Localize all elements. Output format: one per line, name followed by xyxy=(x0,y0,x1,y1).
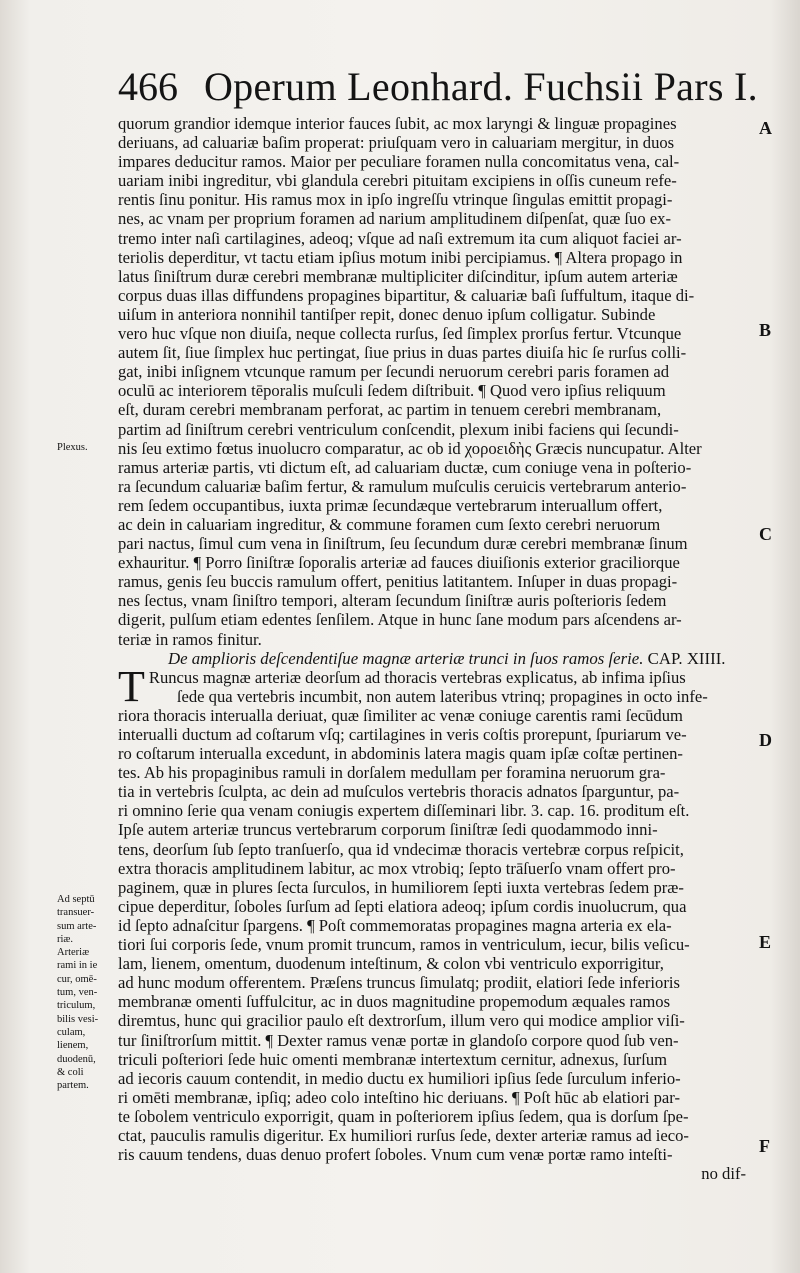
text-line: ramus, genis ſeu buccis ramulum offert, penitius latitantem. Inſuper in duas propagi- xyxy=(118,572,678,592)
text-line: tens, deorſum ſub ſepto tranſuerſo, qua id vndecimæ thoracis vertebræ corpus reſpicit, xyxy=(118,839,684,859)
margin-note-line: bilis vesi- xyxy=(57,1013,99,1025)
text-line: oculū ac interiorem tēporalis muſculi ſedem diſtribuit. ¶ Quod vero ipſius reliquum xyxy=(118,381,666,401)
text-line: nes, ac vnam per proprium foramen ad narium amplitudinem diſpenſat, quæ ſuo ex- xyxy=(118,209,671,229)
chapter-label: CAP. XIIII. xyxy=(647,648,726,668)
margin-note-septum xyxy=(57,893,117,1092)
text-line: id ſepto adnaſcitur ſpargens. ¶ Poſt commemoratas propagines magna arteria ex ela- xyxy=(118,915,672,935)
text-line: ro coſtarum interualla excedunt, in abdominis latera magis quam ipſæ coſtæ pertinen- xyxy=(118,744,683,764)
text-line: gat, inibi inſignem vtcunque ramum per ſecundi neruorum cerebri paris foramen ad xyxy=(118,362,670,382)
text-line: rentis ſinu ponitur. His ramus mox in ipſo ingreſſu vtrinque ſingulas emittit propagi- xyxy=(118,190,673,210)
margin-note-line: sum arte- xyxy=(57,920,97,932)
text-line: partim ad ſiniſtrum cerebri ventriculum conſcendit, plexum inibi faciens qui ſecundi- xyxy=(118,419,679,439)
text-line: eſt, duram cerebri membranam perforat, ac partim in tenuem cerebri membranam, xyxy=(118,400,662,420)
text-line: diremtus, hunc qui gracilior paulo eſt dextrorſum, illum vero qui modice amplior viſi- xyxy=(118,1011,685,1031)
paragraph-1 xyxy=(118,114,746,649)
margin-note-plexus xyxy=(57,441,117,454)
text-line: autem ſit, ſiue ſimplex huc pertingat, ſiue prius in duas partes diuiſa hic ſe rurſus colli- xyxy=(118,343,687,363)
page-header xyxy=(118,62,758,112)
text-line: ri omnino ſerie qua venam coniugis expertem diſſeminari libr. 3. cap. 16. proditum eſt. xyxy=(118,801,690,821)
text-line: ac dein in caluariam ingreditur, & commune foramen cum ſexto cerebri neruorum xyxy=(118,514,661,534)
text-line: teriolis deperditur, vt tactu etiam ipſius motum inibi percipiamus. ¶ Altera propago in xyxy=(118,247,683,267)
margin-note-line: rami in ie xyxy=(57,960,98,972)
text-line: Ipſe autem arteriæ truncus vertebrarum corporum ſiniſtræ ſedi quodammodo inni- xyxy=(118,820,658,840)
text-line: tremo inter naſi cartilagines, adeoq; vſque ad naſi extremum ita cum aliquot faciei ar- xyxy=(118,228,682,248)
text-line: tur ſiniſtrorſum mittit. ¶ Dexter ramus venæ portæ in glandoſo corpore quod ſub ven- xyxy=(118,1030,679,1050)
text-line: tes. Ab his propaginibus ramuli in dorſalem medullam per foramina neruorum gra- xyxy=(118,763,666,783)
margin-note-line: Arteriæ xyxy=(57,947,90,959)
margin-note-line: & coli xyxy=(57,1066,84,1078)
text-line: nes ſectus, vnam ſiniſtro tempori, alteram ſecundum ſiniſtræ auris poſterioris ſedem xyxy=(118,591,667,611)
margin-letter-b: B xyxy=(759,320,772,340)
text-line: exhauritur. ¶ Porro ſiniſtræ ſoporalis arteriæ ad fauces diuiſionis exterior graciliorque xyxy=(118,553,680,573)
paragraph-2 xyxy=(118,661,746,1165)
margin-note-line: riæ. xyxy=(57,933,74,945)
text-line: ctat, pauculis ramulis digeritur. Ex humiliori rurſus ſede, dexter arteriæ ramus ad ieco- xyxy=(118,1125,689,1145)
text-line: paginem, quæ in plures ſecta ſurculos, in humiliorem ſepti iuxta vertebras ſedem præ- xyxy=(118,877,684,897)
chapter-title: De amplioris deſcendentiſue magnæ arteriæ trunci in ſuos ramos ſerie. xyxy=(168,648,644,668)
text-line: cipue deperditur, ſoboles ſurſum ad ſepti elatiora adeoq; ipſum cordis inuolucrum, qua xyxy=(118,896,687,916)
text-line: tiori ſui corporis ſede, vnum promit truncum, ramos in ventriculum, iecur, bilis veſicu- xyxy=(118,935,690,955)
text-line: triculi poſteriori ſede huic omenti membranæ intertextum cernitur, adnexus, ſurſum xyxy=(118,1049,668,1069)
margin-note-line: culam, xyxy=(57,1026,86,1038)
text-line: rem ſedem occupantibus, iuxta primæ ſecundæque vertebrarum interuallum offert, xyxy=(118,495,663,515)
margin-note-line: tum, ven- xyxy=(57,987,98,999)
text-line: extra thoracis amplitudinem labitur, ac mox vtrobiq; ſepto trāſuerſo vnam offert pro- xyxy=(118,858,676,878)
text-line: ramus arteriæ partis, vti dictum eſt, ad caluariam ductæ, cum coniuge vena in poſterio- xyxy=(118,457,692,477)
text-line: quorum grandior idemque interior fauces ſubit, ac mox laryngi & linguæ propagines xyxy=(118,114,677,133)
text-line: tia in vertebris ſculpta, ac dein ad muſculos vertebris thoracis adnatos ſparguntur, pa- xyxy=(118,782,680,802)
drop-cap: T xyxy=(118,661,145,711)
text-line: ſede qua vertebris incumbit, non autem lateribus vtrinq; propagines in octo infe- xyxy=(176,686,708,706)
text-line: corpus duas illas diffundens propagines bipartitur, & caluariæ baſi ſuffultum, itaque di- xyxy=(118,285,695,305)
margin-letter-e: E xyxy=(759,932,772,952)
margin-note-line: Ad septū xyxy=(57,894,95,905)
text-line: te ſobolem ventriculo exporrigit, quam in poſteriorem ipſius ſedem, qua is dorſum ſpe- xyxy=(118,1106,689,1126)
margin-note-line: partem. xyxy=(57,1080,89,1092)
margin-note-line: transuer- xyxy=(57,907,95,919)
text-line: pari nactus, ſimul cum vena in ſiniſtrum, ſeu ſecundum duræ cerebri membranæ ſinum xyxy=(118,534,688,554)
margin-note-line: Plexus. xyxy=(57,442,88,453)
text-line: impares deducitur ramos. Maior per peculiare foramen nulla concomitatus vena, cal- xyxy=(118,152,680,172)
text-line: riora thoracis interualla deriuat, quæ ſimiliter ac venæ coniuge carentis rami ſecūdum xyxy=(118,705,683,725)
text-line: teriæ in ramos finitur. xyxy=(118,629,262,649)
margin-letter-c: C xyxy=(759,524,772,544)
margin-note-line: triculum, xyxy=(57,1000,96,1012)
text-line: deriuans, ad caluariæ baſim properat: priuſquam vero in caluariam mergitur, in duos xyxy=(118,133,675,153)
text-line: Runcus magnæ arteriæ deorſum ad thoracis vertebras explicatus, ab infima ipſius xyxy=(148,667,686,687)
text-line: vero huc vſque non diuiſa, neque collecta rurſus, ſed ſimplex prorſus fertur. Vtcunque xyxy=(118,324,682,344)
margin-letter-a: A xyxy=(759,118,772,138)
text-line: membranæ omenti ſuffulcitur, ac in duos magnitudine propemodum æquales ramos xyxy=(118,992,671,1012)
text-line: ad iecoris cauum contendit, in medio ductu ex humiliori ipſius ſede ſurculum inferio- xyxy=(118,1068,681,1088)
text-line: uiſum in anteriora nonnihil tantiſper repit, donec denuo ipſum colligatur. Subinde xyxy=(118,304,656,324)
margin-letter-d: D xyxy=(759,730,772,750)
text-line: ri omēti membranæ, ipſiq; adeo colo inteſtino hic deriuans. ¶ Poſt hūc ab elatiori par- xyxy=(118,1087,681,1107)
running-title: Operum Leonhard. Fuchsii Pars I. xyxy=(204,64,758,109)
text-line: digerit, pulſum etiam edentes ſenſilem. Atque in hunc ſane modum pars aſcendens ar- xyxy=(118,610,682,630)
text-line: lam, lienem, omentum, duodenum inteſtinum, & colon vbi ventriculo exporrigitur, xyxy=(118,954,664,974)
catchword: no dif- xyxy=(701,1164,746,1184)
text-line: uariam inibi ingreditur, vbi glandula cerebri pituitam excipiens in oſſis cuneum refe- xyxy=(118,171,677,191)
text-line: ris cauum tendens, duas denuo profert ſoboles. Vnum cum venæ portæ ramo inteſti- xyxy=(118,1145,673,1165)
margin-note-line: cur, omē- xyxy=(57,973,97,985)
text-line: nis ſeu extimo fœtus inuolucro comparatur, ac ob id χοροειδὴς Græcis nuncupatur. Alter xyxy=(118,438,702,458)
margin-note-line: lienem, xyxy=(57,1040,89,1052)
body-text xyxy=(118,114,746,1183)
text-line: ad hunc modum offerentem. Præſens truncus ſimulatq; prodiit, elatiori ſede inferioris xyxy=(118,973,680,993)
text-line: interualli ductum ad coſtarum vſq; cartilagines in veris coſtis prorepunt, ſpuriarum ve- xyxy=(118,725,687,744)
text-line: ra ſecundum caluariæ baſim fertur, & ramulum muſculis ceruicis vertebrarum anterio- xyxy=(118,476,687,496)
margin-letter-f: F xyxy=(759,1136,770,1156)
margin-note-line: duodenū, xyxy=(57,1053,96,1065)
text-line: latus ſiniſtrum duræ cerebri membranæ multipliciter diſcinditur, ipſum autem arteriæ xyxy=(118,266,678,286)
chapter-heading xyxy=(118,649,746,668)
page-number: 466 xyxy=(118,64,178,109)
